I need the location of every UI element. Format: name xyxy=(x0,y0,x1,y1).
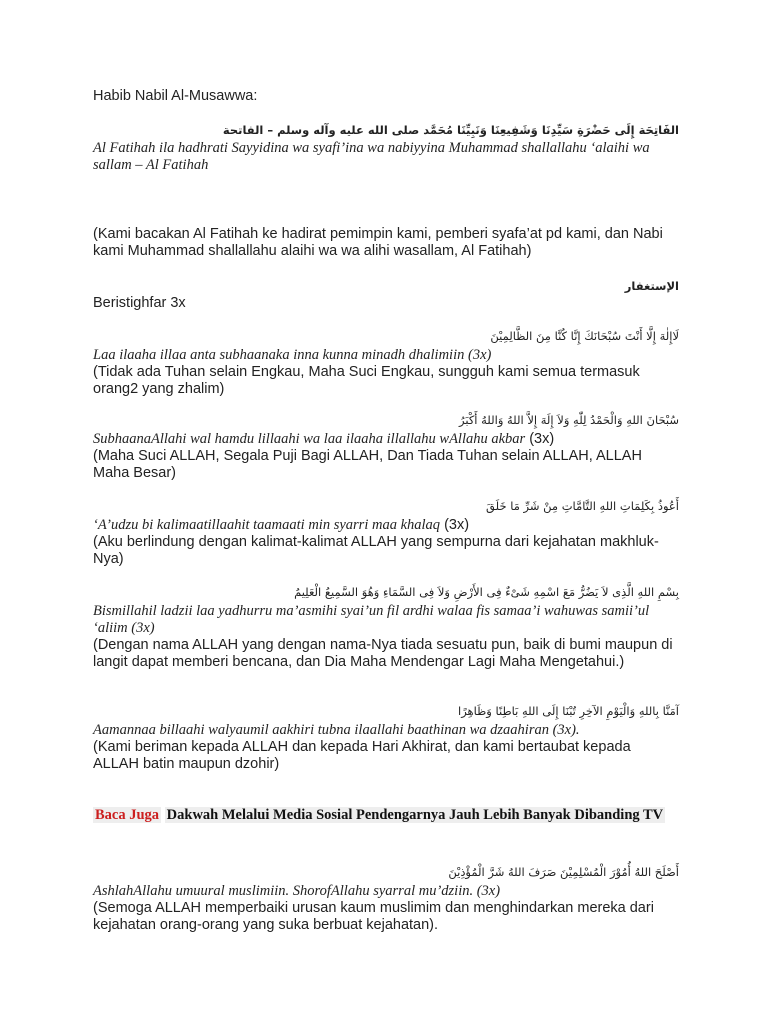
dzikir-transliteration: Bismillahil ladzii laa yadhurru ma’asmihi syai’un fil ardhi walaa fis samaa’i wahuwas samii’ul ‘aliim (3x) xyxy=(93,603,650,636)
dzikir-arabic: أَعُوذُ بِكَلِمَاتِ اللهِ التَّامَّاتِ مِنْ شَرِّ مَا خَلَقَ xyxy=(486,499,679,513)
dzikir-translation: (Kami beriman kepada ALLAH dan kepada Hari Akhirat, dan kami bertaubat kepada ALLAH batin maupun dzohir) xyxy=(93,739,631,772)
dzikir-arabic: بِسْمِ اللهِ الَّذِى لاَ يَضُرُّ مَعَ اسْمِهِ شَىْءٌ فِى الأَرْضِ وَلاَ فِى السَّمَاءِ وَهُوَ السَّمِيعُ الْعَلِيمُ xyxy=(294,585,679,599)
related-label: Baca Juga xyxy=(95,807,160,823)
related-article xyxy=(93,806,679,824)
author-heading: Habib Nabil Al-Musawwa: xyxy=(93,88,258,104)
related-article-link[interactable] xyxy=(93,807,665,823)
dzikir-count: (3x) xyxy=(525,431,555,447)
related-title: Dakwah Melalui Media Sosial Pendengarnya Jauh Lebih Banyak Dibanding TV xyxy=(166,807,664,823)
dzikir-translation: (Aku berlindung dengan kalimat-kalimat ALLAH yang sempurna dari kejahatan makhluk-Nya) xyxy=(93,534,659,567)
dzikir-translation: (Dengan nama ALLAH yang dengan nama-Nya tiada sesuatu pun, baik di bumi maupun di langit dapat memberi bencana, dan Dia Maha Mendengar Lagi Maha Mengetahui.) xyxy=(93,637,673,670)
dzikir-transliteration: ‘A’udzu bi kalimaatillaahit taamaati min syarri maa khalaq (3x) xyxy=(93,517,470,533)
dzikir-translation: (Tidak ada Tuhan selain Engkau, Maha Suci Engkau, sungguh kami semua termasuk orang2 yang zhalim) xyxy=(93,364,640,397)
dzikir-count: (3x) xyxy=(440,517,470,533)
dzikir-transliteration: Aamannaa billaahi walyaumil aakhiri tubna ilaallahi baathinan wa dzaahiran (3x). xyxy=(93,722,580,738)
dzikir-translation: (Maha Suci ALLAH, Segala Puji Bagi ALLAH, Dan Tiada Tuhan selain ALLAH, ALLAH Maha Besar) xyxy=(93,448,642,481)
istighfar-label: Beristighfar 3x xyxy=(93,295,186,311)
dzikir-arabic: آمَنَّا بِاللهِ وَالْيَوْمِ الآخِرِ تُبْنَا إِلَى اللهِ بَاطِنًا وَظَاهِرًا xyxy=(458,704,679,718)
istighfar-arabic-label: الإستغفار xyxy=(624,279,679,293)
dzikir-transliteration: Laa ilaaha illaa anta subhaanaka inna kunna minadh dhalimiin (3x) xyxy=(93,347,492,363)
dzikir-arabic: سُبْحَانَ اللهِ وَالْحَمْدُ لِلّٰهِ وَلاَ إِلَهَ إِلاَّ اللهُ وَاللهُ أَكْبَرُ xyxy=(459,413,679,427)
dzikir-transliteration: SubhaanaAllahi wal hamdu lillaahi wa laa ilaaha illallahu wAllahu akbar (3x) xyxy=(93,431,555,447)
dzikir-transliteration: AshlahAllahu umuural muslimiin. ShorofAllahu syarral mu’dziin. (3x) xyxy=(93,883,501,899)
fatihah-translation: (Kami bacakan Al Fatihah ke hadirat pemimpin kami, pemberi syafa’at pd kami, dan Nabi kami Muhammad shallallahu alaihi wa wa alihi wasallam, Al Fatihah) xyxy=(93,226,663,259)
fatihah-transliteration: Al Fatihah ila hadhrati Sayyidina wa syafi’ina wa nabiyyina Muhammad shallallahu ‘alaihi wa sallam – Al Fatihah xyxy=(93,140,650,173)
dzikir-arabic: أَصْلَحَ اللهُ أُمُوْرَ الْمُسْلِمِيْنَ صَرَفَ اللهُ شَرَّ الْمُؤْذِيْنَ xyxy=(448,865,679,879)
dzikir-arabic: لَاإِلٰهَ إِلَّا أَنْتَ سُبْحَانَكَ إِنَّا كُنَّا مِنَ الظَّالِمِيْنَ xyxy=(490,329,679,343)
dzikir-translation: (Semoga ALLAH memperbaiki urusan kaum muslimim dan menghindarkan mereka dari kejahatan orang-orang yang suka berbuat kejahatan). xyxy=(93,900,654,933)
fatihah-arabic: الفَاتِحَة إِلَى حَضْرَةِ سَيِّدِنَا وَشَفِيعِنَا وَنَبِيِّنَا مُحَمَّد صلى الله عليه وآله وسلم – الفاتحة xyxy=(222,123,679,137)
